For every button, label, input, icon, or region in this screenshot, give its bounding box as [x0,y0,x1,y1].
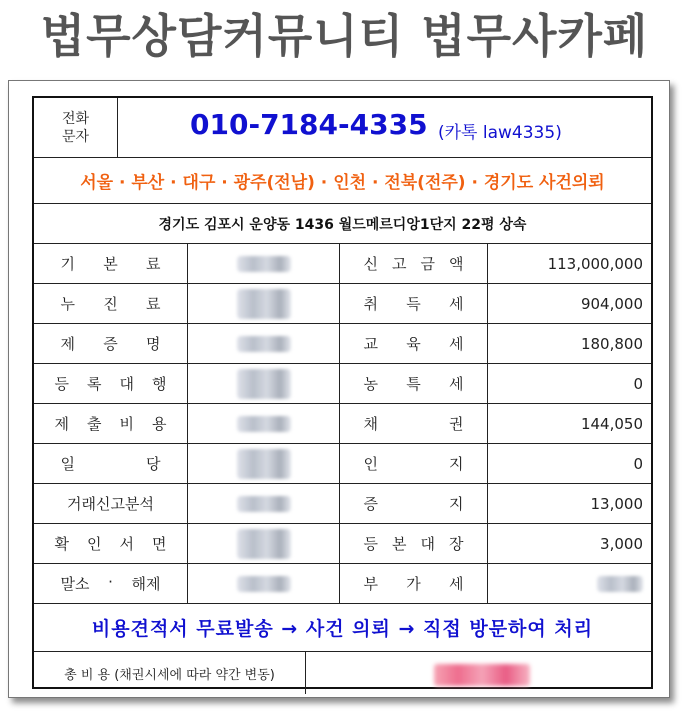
tax-label-char: 세 [449,575,464,593]
fee-label-char: 인 [87,535,102,553]
process-steps: 비용견적서 무료발송 → 사건 의뢰 → 직접 방문하여 처리 [91,618,594,640]
tax-label-chars [364,493,464,514]
tax-label-char: 부 [363,575,378,593]
fee-label-char: 증 [103,335,118,353]
redacted-value [237,449,291,479]
tax-value-text: 113,000,000 [547,254,643,273]
tax-label-char: 장 [449,535,464,553]
fee-row [34,284,651,324]
fee-row [34,244,651,284]
tax-label-chars [364,413,464,434]
fee-label-chars [55,533,167,554]
fee-label-chars [55,413,167,434]
tax-label-char: 권 [449,415,464,433]
tax-label-char: 채 [363,415,378,433]
process-row [34,604,651,652]
total-value-redacted [434,664,530,686]
redacted-value [237,416,291,432]
contact-label [34,98,118,157]
fee-amount-redacted [188,524,340,563]
fee-label-chars [61,453,161,474]
tax-value [488,524,651,563]
fee-amount-redacted [188,564,340,603]
tax-label [340,564,488,603]
fee-label [34,324,188,363]
tax-label-char: 특 [406,375,421,393]
regions-row [34,158,651,204]
tax-label-chars [364,533,464,554]
tax-value-text: 0 [633,454,643,473]
tax-label-char: 등 [363,535,378,553]
tax-label-char: 액 [449,255,464,273]
fee-row [34,524,651,564]
tax-label-chars [364,573,464,594]
tax-value-text: 180,800 [580,334,643,353]
tax-label [340,404,488,443]
contact-label-phone: 전화 [61,110,90,127]
fee-label-char: 료 [146,295,161,313]
redacted-value [237,496,291,512]
fee-amount-redacted [188,244,340,283]
tax-value-text: 13,000 [590,494,643,513]
tax-label-char: 세 [449,295,464,313]
fee-label [34,244,188,283]
fee-label-char: 행 [152,375,167,393]
page-title: 법무상담커뮤니티 법무사카페 [40,9,649,63]
tax-label [340,244,488,283]
fee-label-chars [55,373,167,394]
tax-label-char: 교 [363,335,378,353]
fee-label-char: 일 [60,455,75,473]
tax-value-text: 3,000 [600,534,643,553]
tax-label-char: 지 [449,495,464,513]
fee-label-char: 대 [119,375,134,393]
redacted-value [237,289,291,319]
fee-label [34,444,188,483]
phone-number[interactable]: 010-7184-4335 [190,108,428,141]
tax-label-char: 본 [392,535,407,553]
fee-label-char: 료 [146,255,161,273]
fee-label-char: 비 [119,415,134,433]
fee-label-char: 제 [54,415,69,433]
fee-amount-redacted [188,484,340,523]
tax-label-char: 대 [420,535,435,553]
tax-label [340,484,488,523]
fee-label-chars [61,573,161,594]
tax-label-char: 인 [363,455,378,473]
tax-label-char: 신 [363,255,378,273]
fee-label-char: 출 [87,415,102,433]
fee-label [34,564,188,603]
tax-label-char: 세 [449,375,464,393]
fee-amount-redacted [188,444,340,483]
redacted-value [237,576,291,592]
tax-label [340,444,488,483]
tax-label-chars [364,293,464,314]
fee-label-char: 등 [54,375,69,393]
tax-label-char: 증 [363,495,378,513]
fee-label [34,404,188,443]
fee-row [34,444,651,484]
fee-label-char: 록 [87,375,102,393]
fee-label-char: 기 [60,255,75,273]
tax-label-char: 취 [363,295,378,313]
redacted-value [237,529,291,559]
tax-label-char: 세 [449,335,464,353]
tax-value-text: 904,000 [580,294,643,313]
tax-label-chars [364,453,464,474]
contact-label-text: 문자 [61,128,90,145]
redacted-value [237,336,291,352]
tax-value [488,404,651,443]
fee-label-char: 명 [146,335,161,353]
fee-label-char: 서 [119,535,134,553]
fee-label-chars [61,293,161,314]
fee-row [34,364,651,404]
contact-row [34,98,651,158]
fee-label-char: 면 [152,535,167,553]
total-label: 총 비 용 (채권시세에 따라 약간 변동) [34,652,306,694]
tax-label-char: 고 [392,255,407,273]
fee-label-char: 말소 [60,575,90,593]
fee-amount-redacted [188,404,340,443]
tax-label-chars [364,253,464,274]
tax-value-text: 144,050 [580,414,643,433]
tax-label [340,324,488,363]
tax-label-char: 금 [420,255,435,273]
fee-label-chars [61,253,161,274]
tax-label [340,364,488,403]
tax-label-chars [364,373,464,394]
fee-label [34,364,188,403]
redacted-value [237,256,291,272]
fee-label-char: 본 [103,255,118,273]
fee-row [34,404,651,444]
property-address: 경기도 김포시 운양동 1436 월드메르디앙1단지 22평 상속 [158,216,527,233]
fee-row [34,484,651,524]
tax-value [488,444,651,483]
fee-row [34,564,651,604]
fee-label [34,284,188,323]
fee-label-char: 진 [103,295,118,313]
tax-value [488,244,651,283]
tax-value [488,564,651,603]
tax-label [340,524,488,563]
tax-label-char: 농 [363,375,378,393]
fee-label [34,524,188,563]
redacted-value [597,576,643,592]
tax-label-char: 육 [406,335,421,353]
fee-row [34,324,651,364]
tax-value [488,484,651,523]
address-row [34,204,651,244]
service-regions: 서울 · 부산 · 대구 · 광주(전남) · 인천 · 전북(전주) · 경기도 사건의뢰 [80,173,605,193]
tax-value [488,364,651,403]
tax-label-char: 득 [406,295,421,313]
tax-label-char: 지 [449,455,464,473]
tax-value [488,284,651,323]
fee-label-chars [61,333,161,354]
fee-label-char: 용 [152,415,167,433]
tax-label [340,284,488,323]
fee-amount-redacted [188,284,340,323]
fee-label-char: · [108,573,113,591]
tax-label-chars [364,333,464,354]
total-row [34,652,651,694]
fee-label-char: 해제 [131,575,161,593]
fee-label [34,484,188,523]
fee-label-char: 확 [54,535,69,553]
fee-amount-redacted [188,324,340,363]
fee-label-char: 당 [146,455,161,473]
fee-sheet [32,96,653,689]
fee-amount-redacted [188,364,340,403]
fee-label-char: 누 [60,295,75,313]
fee-label-text: 거래신고분석 [67,495,154,513]
tax-value [488,324,651,363]
kakao-id: (카톡 law4335) [438,123,562,143]
fee-label-char: 제 [60,335,75,353]
tax-value-text: 0 [633,374,643,393]
tax-label-char: 가 [406,575,421,593]
redacted-value [237,369,291,399]
